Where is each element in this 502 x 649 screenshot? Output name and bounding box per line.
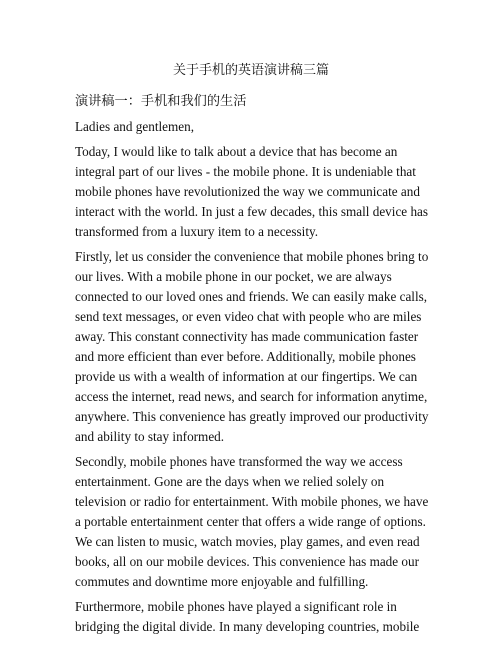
greeting: Ladies and gentlemen, xyxy=(75,119,195,134)
paragraph-line: a portable entertainment center that offers a wide range of options. xyxy=(75,514,426,529)
paragraph-line: entertainment. Gone are the days when we relied solely on xyxy=(75,474,385,489)
paragraph-line: transformed from a luxury item to a necessity. xyxy=(75,224,319,239)
paragraph-line: Secondly, mobile phones have transformed the way we access xyxy=(75,454,403,469)
paragraph-line: We can listen to music, watch movies, play games, and even read xyxy=(75,534,420,549)
speech-heading: 演讲稿一：手机和我们的生活 xyxy=(75,93,247,108)
paragraph-line: mobile phones have revolutionized the way we communicate and xyxy=(75,184,420,199)
paragraph-line: books, all on our mobile devices. This convenience has made our xyxy=(75,554,420,569)
paragraph-line: and more efficient than ever before. Additionally, mobile phones xyxy=(75,349,416,364)
paragraph-line: access the internet, read news, and search for information anytime, xyxy=(75,389,428,404)
paragraph-line: Today, I would like to talk about a device that has become an xyxy=(75,144,398,159)
paragraph-line: anywhere. This convenience has greatly improved our productivity xyxy=(75,409,429,424)
paragraph-line: connected to our loved ones and friends. We can easily make calls, xyxy=(75,289,428,304)
paragraph-line: integral part of our lives - the mobile phone. It is undeniable that xyxy=(75,164,416,179)
paragraph-line: Firstly, let us consider the convenience that mobile phones bring to xyxy=(75,249,429,264)
paragraph-line: commutes and downtime more enjoyable and fulfilling. xyxy=(75,574,369,589)
paragraph-line: interact with the world. In just a few decades, this small device has xyxy=(75,204,429,219)
paragraph-line: television or radio for entertainment. With mobile phones, we have xyxy=(75,494,429,509)
paragraph-line: away. This constant connectivity has made communication faster xyxy=(75,329,419,344)
paragraph-line: and ability to stay informed. xyxy=(75,429,225,444)
paragraph-line: bridging the digital divide. In many developing countries, mobile xyxy=(75,619,420,634)
paragraph-line: our lives. With a mobile phone in our pocket, we are always xyxy=(75,269,392,284)
paragraph-line: Furthermore, mobile phones have played a significant role in xyxy=(75,599,397,614)
paragraph-line: send text messages, or even video chat with people who are miles xyxy=(75,309,422,324)
paragraph-line: provide us with a wealth of information at our fingertips. We can xyxy=(75,369,418,384)
document-title: 关于手机的英语演讲稿三篇 xyxy=(172,62,329,77)
